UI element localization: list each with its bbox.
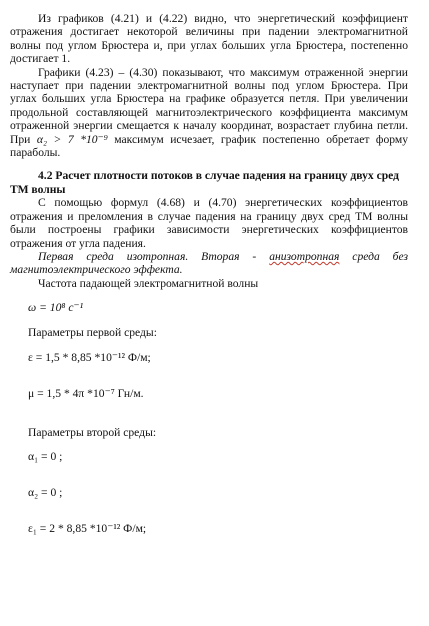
paragraph-2-text: Графики (4.23) – (4.30) показывают, что максимум отраженной энергии наступает при падении электромагнитной волны под углом Брюстера. При углах больших угла Брюстера на графике образуется петля. При увеличении продольной составляющей магнитоэлектрического коэффициента максимум отраженной энергии смещается к началу координат, возрастает глубина петли. При [10,65,408,146]
paragraph-4-part-b: среда без магнитоэлектрического эффекта. [10,249,408,277]
frequency-label: Частота падающей электромагнитной волны [38,276,259,290]
paragraph-2-tail: максимум исчезает, график постепенно обретает форму параболы. [10,132,408,160]
spacer [10,412,408,426]
document-page [10,12,408,547]
anisotropic-word: анизотропная [269,249,340,263]
epsilon1-formula: ε₁ = 2 * 8,85 *10⁻¹² Ф/м; [28,521,147,535]
paragraph-1: Из графиков (4.21) и (4.22) видно, что энергетический коэффициент отражения достигает некоторой величины при падении электромагнитной волны под углом Брюстера и, при углах больших угла Брюстера, постепенно достигает 1. [10,12,408,66]
alpha2-formula: α₂ = 0 ; [28,485,63,499]
alpha2-threshold-formula: α₂ > 7 *10⁻⁹ [36,132,108,146]
epsilon-formula: ε = 1,5 * 8,85 *10⁻¹² Ф/м; [28,350,151,364]
params-second-medium-label: Параметры второй среды: [28,425,157,439]
paragraph-4 [10,250,408,277]
params-first-medium-label: Параметры первой среды: [28,326,157,340]
omega-formula: ω = 10⁸ с⁻¹ [28,301,84,315]
paragraph-4-part-a: Первая среда изотропная. Вторая - [38,249,270,263]
section-heading: 4.2 Расчет плотности потоков в случае падения на границу двух сред ТМ волны [10,169,400,196]
mu-formula: μ = 1,5 * 4π *10⁻⁷ Гн/м. [28,386,144,400]
paragraph-2 [10,66,408,160]
paragraph-3: С помощью формул (4.68) и (4.70) энергетических коэффициентов отражения и преломления в случае падения на границу двух сред ТМ волны были построены графики зависимости энергетических коэффициентов отражения от угла падения. [10,196,408,250]
alpha1-formula: α₁ = 0 ; [28,449,63,463]
